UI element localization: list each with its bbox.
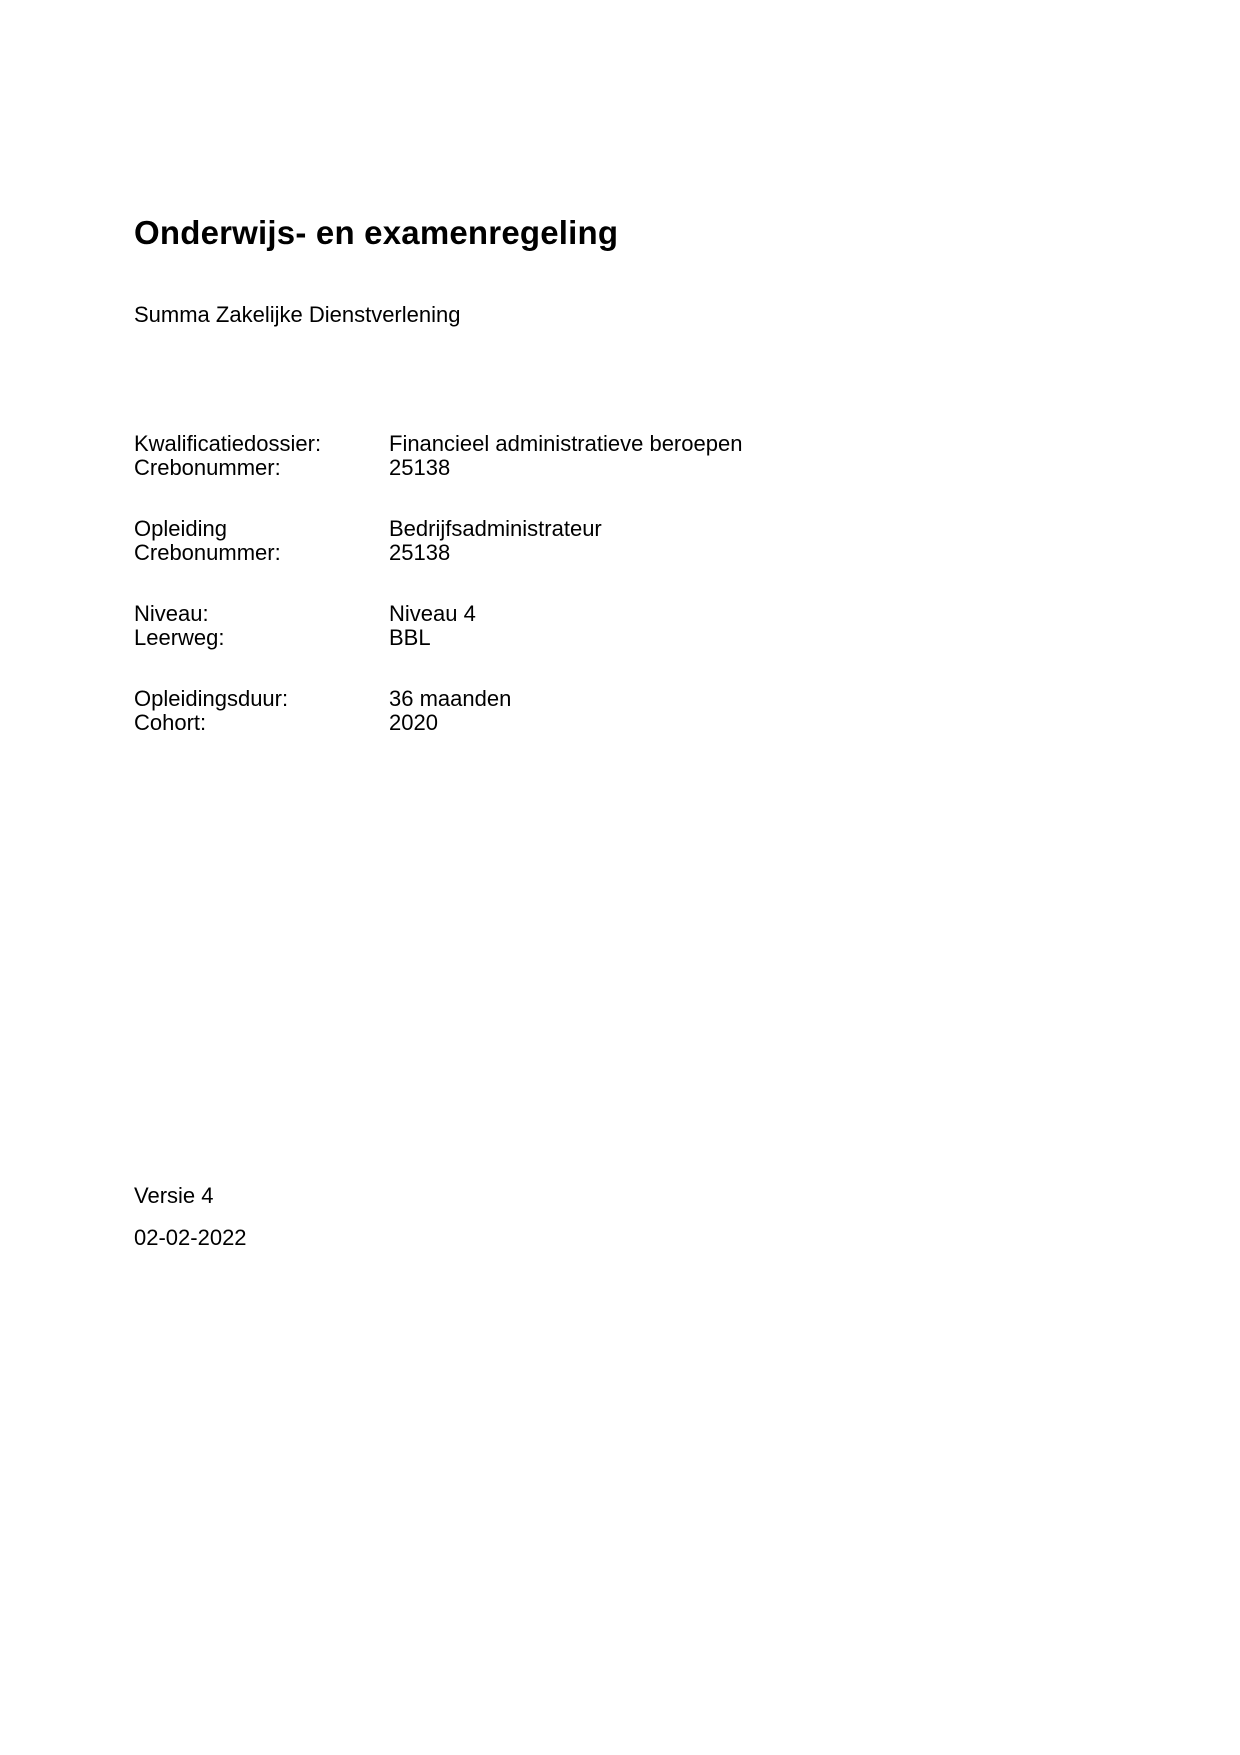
info-row-opleidingsduur	[134, 687, 742, 711]
document-date: 02-02-2022	[134, 1225, 247, 1250]
info-value-leerweg: BBL	[389, 625, 431, 650]
document-title: Onderwijs- en examenregeling	[134, 214, 619, 251]
info-label-crebonummer-1: Crebonummer:	[134, 455, 281, 480]
info-label-opleiding: Opleiding	[134, 516, 227, 541]
version-block	[134, 1184, 247, 1250]
info-row-opleiding	[134, 517, 742, 541]
info-label-opleidingsduur: Opleidingsduur:	[134, 686, 289, 711]
info-label-cohort: Cohort:	[134, 710, 207, 735]
info-value-opleidingsduur: 36 maanden	[389, 686, 512, 711]
info-row-niveau	[134, 602, 742, 626]
info-value-opleiding: Bedrijfsadministrateur	[389, 516, 602, 541]
info-label-niveau: Niveau:	[134, 601, 209, 626]
info-label-kwalificatiedossier: Kwalificatiedossier:	[134, 431, 322, 456]
info-value-cohort: 2020	[389, 710, 438, 735]
info-label-leerweg: Leerweg:	[134, 625, 225, 650]
info-value-kwalificatiedossier: Financieel administratieve beroepen	[389, 431, 743, 456]
info-row-kwalificatiedossier	[134, 432, 742, 456]
info-row-cohort	[134, 711, 742, 735]
info-row-crebonummer-2	[134, 541, 742, 565]
info-value-niveau: Niveau 4	[389, 601, 476, 626]
info-row-leerweg	[134, 626, 742, 650]
document-subtitle: Summa Zakelijke Dienstverlening	[134, 302, 461, 327]
info-group-niveau-leerweg	[134, 602, 742, 650]
document-version: Versie 4	[134, 1183, 214, 1208]
info-group-kwalificatiedossier	[134, 432, 742, 480]
info-value-crebonummer-1: 25138	[389, 455, 451, 480]
info-label-crebonummer-2: Crebonummer:	[134, 540, 281, 565]
info-group-duur-cohort	[134, 687, 742, 735]
info-table	[134, 432, 742, 772]
info-group-opleiding	[134, 517, 742, 565]
info-row-crebonummer-1	[134, 456, 742, 480]
info-value-crebonummer-2: 25138	[389, 540, 451, 565]
